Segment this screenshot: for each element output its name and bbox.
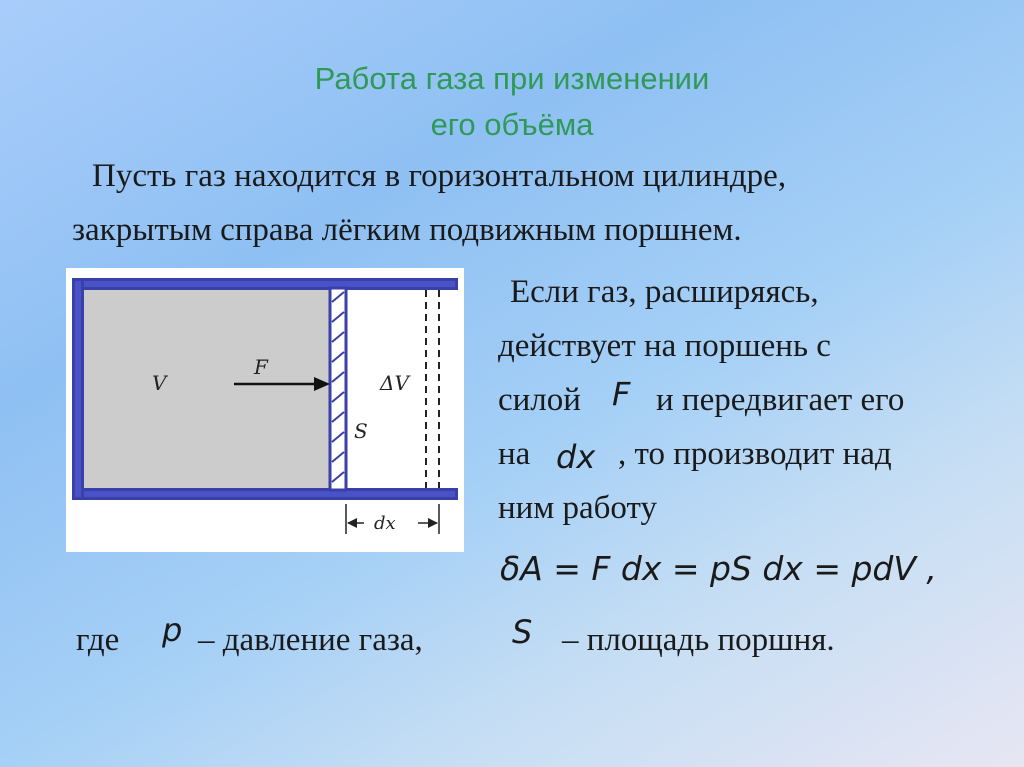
label-V: V — [152, 371, 167, 395]
diagram-svg — [66, 268, 464, 552]
footer-s-description: – площадь поршня. — [562, 622, 835, 658]
para-line3-a: силой — [498, 382, 581, 418]
para-line4-a: на — [498, 436, 531, 472]
work-formula: δA = F dx = pS dx = pdV , — [500, 549, 937, 588]
para-line3-b: и передвигает его — [656, 382, 905, 418]
symbol-S: S — [512, 613, 533, 651]
symbol-F: F — [612, 375, 631, 413]
para-line4-b: , то производит над — [618, 436, 892, 472]
para-line5: ним работу — [498, 490, 657, 526]
gas-region — [82, 290, 330, 490]
dx-arrow-right — [428, 518, 438, 528]
symbol-p: p — [162, 611, 183, 649]
label-dV: ΔV — [380, 371, 409, 395]
para-line2: действует на поршень с — [498, 328, 831, 364]
cylinder-left-wall-inner — [75, 281, 81, 497]
cylinder-bottom-wall-inner — [75, 491, 455, 497]
symbol-dx: dx — [556, 438, 596, 476]
footer-p-description: – давление газа, — [198, 622, 423, 658]
label-S: S — [354, 419, 368, 443]
intro-line2: закрытым справа лёгким подвижным поршнем. — [72, 212, 742, 248]
slide-title-line1: Работа газа при изменении — [314, 61, 710, 96]
label-dx: dx — [374, 513, 396, 534]
piston-cylinder-diagram — [66, 268, 464, 552]
dx-arrow-left — [347, 518, 357, 528]
footer-where: где — [76, 622, 120, 658]
intro-line1: Пусть газ находится в горизонтальном цилиндре, — [92, 158, 787, 194]
cylinder-top-wall-inner — [75, 281, 455, 287]
label-F: F — [254, 355, 268, 379]
para-line1: Если газ, расширяясь, — [510, 274, 819, 310]
slide-title-line2: его объёма — [430, 107, 594, 142]
